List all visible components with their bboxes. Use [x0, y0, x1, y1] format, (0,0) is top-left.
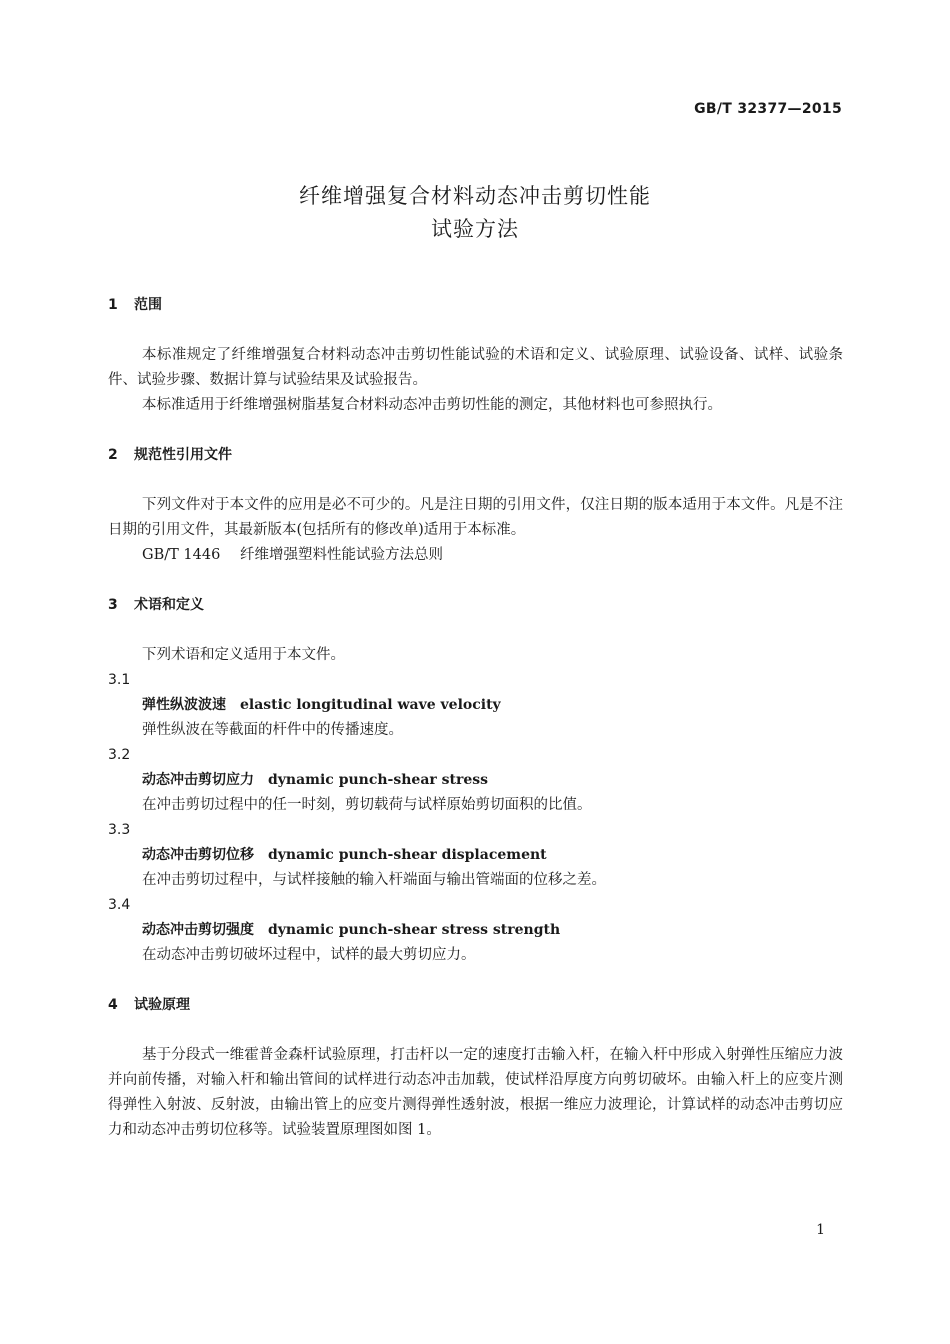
term-name: [108, 843, 843, 868]
term-name-en: elastic longitudinal wave velocity: [240, 697, 501, 713]
section-2-heading: [108, 443, 843, 468]
section-1-number: 1: [108, 297, 118, 313]
term-name-en: dynamic punch-shear stress strength: [268, 922, 561, 938]
term-name: [108, 918, 843, 943]
term-number: 3.1: [108, 672, 131, 688]
section-4-number: 4: [108, 997, 118, 1013]
term-name: [108, 768, 843, 793]
normative-reference: [108, 543, 843, 568]
term-name: [108, 693, 843, 718]
term-definition: 在动态冲击剪切破坏过程中，试样的最大剪切应力。: [142, 947, 476, 963]
term-number: 3.2: [108, 747, 131, 763]
reference-code: GB/T 1446: [142, 547, 221, 563]
title-line-1: 纤维增强复合材料动态冲击剪切性能: [299, 184, 651, 208]
section-3-heading: [108, 593, 843, 618]
term-name-zh: 动态冲击剪切位移: [142, 847, 254, 863]
section-3-title: 术语和定义: [134, 597, 204, 613]
term-name-en: dynamic punch-shear stress: [268, 772, 489, 788]
section-1-paragraph-1: 本标准规定了纤维增强复合材料动态冲击剪切性能试验的术语和定义、试验原理、试验设备、试样、试验条件、试验步骤、数据计算与试验结果及试验报告。: [108, 347, 843, 388]
document-title: [0, 180, 950, 246]
term-definition: 在冲击剪切过程中，与试样接触的输入杆端面与输出管端面的位移之差。: [142, 872, 606, 888]
term-name-zh: 弹性纵波波速: [142, 697, 226, 713]
section-2-number: 2: [108, 447, 118, 463]
term-name-zh: 动态冲击剪切应力: [142, 772, 254, 788]
term-name-zh: 动态冲击剪切强度: [142, 922, 254, 938]
section-2-paragraph-1: 下列文件对于本文件的应用是必不可少的。凡是注日期的引用文件，仅注日期的版本适用于本文件。凡是不注日期的引用文件，其最新版本(包括所有的修改单)适用于本标准。: [108, 497, 843, 538]
term-number: 3.4: [108, 897, 131, 913]
document-body: [108, 293, 843, 1143]
section-4-paragraph-1: 基于分段式一维霍普金森杆试验原理，打击杆以一定的速度打击输入杆，在输入杆中形成入射弹性压缩应力波并向前传播，对输入杆和输出管间的试样进行动态冲击加载，使试样沿厚度方向剪切破坏。由输入杆上的应变片测得弹性入射波、反射波，由输出管上的应变片测得弹性透射波，根据一维应力波理论，计算试样的动态冲击剪切应力和动态冲击剪切位移等。试验装置原理图如图 1。: [108, 1047, 843, 1138]
term-definition: 弹性纵波在等截面的杆件中的传播速度。: [142, 722, 403, 738]
term-definition: 在冲击剪切过程中的任一时刻，剪切载荷与试样原始剪切面积的比值。: [142, 797, 592, 813]
section-1-heading: [108, 293, 843, 318]
section-1-paragraph-2: 本标准适用于纤维增强树脂基复合材料动态冲击剪切性能的测定，其他材料也可参照执行。: [142, 397, 722, 413]
section-3-intro: 下列术语和定义适用于本文件。: [142, 647, 345, 663]
term-name-en: dynamic punch-shear displacement: [268, 847, 547, 863]
section-4-heading: [108, 993, 843, 1018]
title-line-2: 试验方法: [431, 217, 519, 241]
reference-title: 纤维增强塑料性能试验方法总则: [240, 547, 443, 563]
term-number: 3.3: [108, 822, 131, 838]
section-4-title: 试验原理: [134, 997, 190, 1013]
page-number: 1: [816, 1222, 825, 1238]
standard-code: GB/T 32377—2015: [694, 101, 842, 117]
section-1-title: 范围: [134, 297, 162, 313]
section-2-title: 规范性引用文件: [134, 447, 232, 463]
section-3-number: 3: [108, 597, 118, 613]
